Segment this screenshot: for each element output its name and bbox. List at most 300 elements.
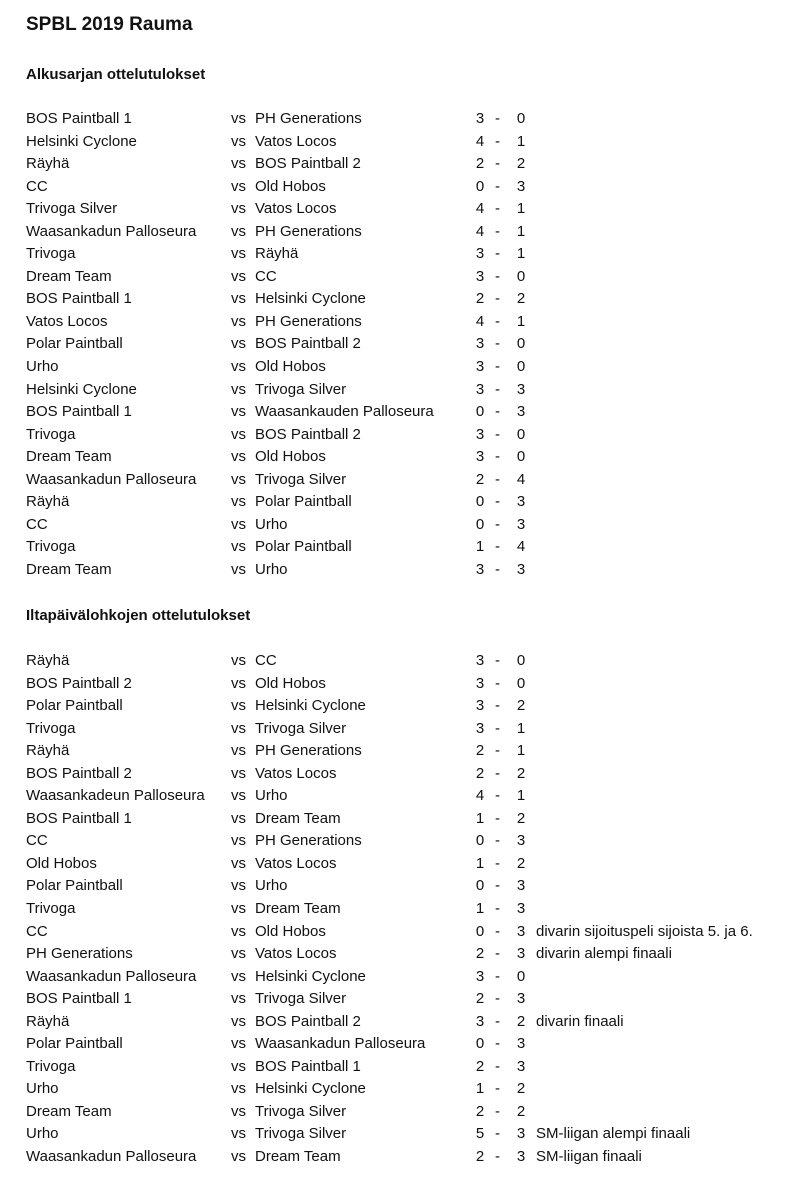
match-row	[26, 243, 807, 266]
score-home: 2	[475, 1102, 485, 1120]
team-away: Dream Team	[255, 900, 341, 918]
vs-label: vs	[231, 945, 246, 963]
vs-label: vs	[231, 922, 246, 940]
team-away: Old Hobos	[255, 674, 326, 692]
vs-label: vs	[231, 764, 246, 782]
score-separator: -	[495, 245, 500, 263]
match-note: divarin alempi finaali	[536, 945, 672, 963]
match-row	[26, 988, 807, 1011]
team-home: CC	[26, 922, 48, 940]
score-separator: -	[495, 470, 500, 488]
score-away: 1	[516, 312, 526, 330]
team-away: Vatos Locos	[255, 132, 337, 150]
match-row	[26, 176, 807, 199]
team-away: Helsinki Cyclone	[255, 697, 366, 715]
match-row	[26, 1078, 807, 1101]
score-home: 2	[475, 764, 485, 782]
score-separator: -	[495, 110, 500, 127]
score-away: 3	[516, 177, 526, 195]
team-home: BOS Paintball 1	[26, 110, 132, 127]
team-away: Vatos Locos	[255, 854, 337, 872]
vs-label: vs	[231, 312, 246, 330]
team-away: CC	[255, 267, 277, 285]
team-home: Trivoga Silver	[26, 200, 118, 218]
team-away: Urho	[255, 515, 288, 533]
vs-label: vs	[231, 1080, 246, 1098]
score-separator: -	[495, 177, 500, 195]
vs-label: vs	[231, 538, 246, 556]
score-home: 0	[475, 493, 485, 511]
score-separator: -	[495, 515, 500, 533]
vs-label: vs	[231, 380, 246, 398]
team-home: Waasankadun Palloseura	[26, 967, 197, 985]
match-row	[26, 536, 807, 559]
vs-label: vs	[231, 448, 246, 466]
vs-label: vs	[231, 674, 246, 692]
team-away: CC	[255, 652, 277, 669]
score-home: 5	[475, 1125, 485, 1143]
score-separator: -	[495, 155, 500, 173]
score-away: 2	[516, 155, 526, 173]
match-row	[26, 898, 807, 921]
score-away: 3	[516, 515, 526, 533]
score-away: 1	[516, 222, 526, 240]
vs-label: vs	[231, 832, 246, 850]
score-home: 2	[475, 742, 485, 760]
vs-label: vs	[231, 425, 246, 443]
team-home: Waasankadun Palloseura	[26, 222, 197, 240]
score-home: 0	[475, 515, 485, 533]
team-away: Trivoga Silver	[255, 990, 347, 1008]
vs-label: vs	[231, 1012, 246, 1030]
team-away: Old Hobos	[255, 177, 326, 195]
score-home: 2	[475, 1148, 485, 1166]
score-home: 3	[475, 652, 485, 669]
team-away: Waasankauden Palloseura	[255, 403, 434, 421]
match-row	[26, 650, 807, 673]
team-away: Old Hobos	[255, 358, 326, 376]
match-row	[26, 943, 807, 966]
team-home: Räyhä	[26, 1012, 70, 1030]
match-row	[26, 695, 807, 718]
team-away: Helsinki Cyclone	[255, 290, 366, 308]
score-home: 1	[475, 809, 485, 827]
team-away: Vatos Locos	[255, 764, 337, 782]
score-away: 1	[516, 245, 526, 263]
team-away: PH Generations	[255, 110, 362, 127]
score-away: 3	[516, 560, 526, 578]
match-row	[26, 198, 807, 221]
score-away: 2	[516, 809, 526, 827]
team-home: BOS Paintball 2	[26, 764, 132, 782]
score-home: 3	[475, 110, 485, 127]
score-home: 3	[475, 380, 485, 398]
match-row	[26, 311, 807, 334]
score-separator: -	[495, 832, 500, 850]
vs-label: vs	[231, 990, 246, 1008]
vs-label: vs	[231, 742, 246, 760]
score-away: 1	[516, 742, 526, 760]
team-away: Vatos Locos	[255, 945, 337, 963]
match-row	[26, 875, 807, 898]
team-away: Old Hobos	[255, 448, 326, 466]
score-separator: -	[495, 945, 500, 963]
score-away: 3	[516, 990, 526, 1008]
score-home: 0	[475, 403, 485, 421]
team-home: Polar Paintball	[26, 697, 123, 715]
match-row	[26, 763, 807, 786]
results-list-preliminary	[26, 108, 807, 581]
team-home: Waasankadun Palloseura	[26, 470, 197, 488]
match-note: divarin finaali	[536, 1012, 624, 1030]
team-away: Polar Paintball	[255, 493, 352, 511]
score-away: 0	[516, 358, 526, 376]
score-separator: -	[495, 922, 500, 940]
vs-label: vs	[231, 267, 246, 285]
score-away: 1	[516, 200, 526, 218]
team-home: Waasankadun Palloseura	[26, 1148, 197, 1166]
score-home: 3	[475, 335, 485, 353]
score-home: 1	[475, 538, 485, 556]
team-home: Räyhä	[26, 155, 70, 173]
team-away: Trivoga Silver	[255, 1125, 347, 1143]
vs-label: vs	[231, 787, 246, 805]
score-home: 3	[475, 448, 485, 466]
vs-label: vs	[231, 900, 246, 918]
team-home: Old Hobos	[26, 854, 97, 872]
score-separator: -	[495, 1057, 500, 1075]
team-home: Trivoga	[26, 245, 76, 263]
score-home: 2	[475, 945, 485, 963]
match-row	[26, 1056, 807, 1079]
vs-label: vs	[231, 335, 246, 353]
vs-label: vs	[231, 877, 246, 895]
match-note: divarin sijoituspeli sijoista 5. ja 6.	[536, 922, 753, 940]
score-away: 2	[516, 697, 526, 715]
score-separator: -	[495, 900, 500, 918]
match-row	[26, 718, 807, 741]
team-home: Dream Team	[26, 448, 112, 466]
match-row	[26, 356, 807, 379]
score-away: 3	[516, 945, 526, 963]
score-away: 3	[516, 380, 526, 398]
match-row	[26, 379, 807, 402]
score-away: 3	[516, 1057, 526, 1075]
score-away: 4	[516, 538, 526, 556]
team-home: CC	[26, 515, 48, 533]
team-away: Helsinki Cyclone	[255, 967, 366, 985]
team-home: CC	[26, 832, 48, 850]
score-separator: -	[495, 132, 500, 150]
team-home: Polar Paintball	[26, 877, 123, 895]
score-home: 3	[475, 967, 485, 985]
vs-label: vs	[231, 1102, 246, 1120]
score-separator: -	[495, 719, 500, 737]
team-away: PH Generations	[255, 222, 362, 240]
vs-label: vs	[231, 110, 246, 127]
score-away: 0	[516, 652, 526, 669]
vs-label: vs	[231, 200, 246, 218]
team-home: Waasankadeun Palloseura	[26, 787, 205, 805]
match-row	[26, 221, 807, 244]
score-away: 2	[516, 1080, 526, 1098]
match-row	[26, 1123, 807, 1146]
score-home: 3	[475, 267, 485, 285]
score-home: 3	[475, 1012, 485, 1030]
vs-label: vs	[231, 1148, 246, 1166]
score-home: 2	[475, 990, 485, 1008]
match-row	[26, 921, 807, 944]
team-home: Helsinki Cyclone	[26, 132, 137, 150]
team-away: Dream Team	[255, 1148, 341, 1166]
vs-label: vs	[231, 290, 246, 308]
team-away: Dream Team	[255, 809, 341, 827]
match-row	[26, 808, 807, 831]
team-home: Dream Team	[26, 1102, 112, 1120]
team-home: Vatos Locos	[26, 312, 108, 330]
team-home: Polar Paintball	[26, 1035, 123, 1053]
vs-label: vs	[231, 854, 246, 872]
team-home: Urho	[26, 358, 59, 376]
team-home: Trivoga	[26, 538, 76, 556]
score-separator: -	[495, 764, 500, 782]
score-away: 3	[516, 832, 526, 850]
score-separator: -	[495, 674, 500, 692]
vs-label: vs	[231, 155, 246, 173]
vs-label: vs	[231, 493, 246, 511]
results-list-afternoon	[26, 650, 807, 1169]
score-home: 3	[475, 425, 485, 443]
match-row	[26, 491, 807, 514]
score-home: 1	[475, 854, 485, 872]
team-away: Polar Paintball	[255, 538, 352, 556]
team-away: BOS Paintball 2	[255, 155, 361, 173]
team-home: Räyhä	[26, 742, 70, 760]
match-row	[26, 1146, 807, 1169]
team-away: PH Generations	[255, 312, 362, 330]
team-home: BOS Paintball 1	[26, 809, 132, 827]
score-away: 3	[516, 403, 526, 421]
score-away: 3	[516, 922, 526, 940]
vs-label: vs	[231, 1035, 246, 1053]
vs-label: vs	[231, 515, 246, 533]
team-away: Trivoga Silver	[255, 719, 347, 737]
match-row	[26, 673, 807, 696]
score-away: 3	[516, 493, 526, 511]
match-note: SM-liigan alempi finaali	[536, 1125, 691, 1143]
team-home: PH Generations	[26, 945, 133, 963]
score-separator: -	[495, 1102, 500, 1120]
team-away: Trivoga Silver	[255, 380, 347, 398]
match-row	[26, 108, 807, 131]
score-separator: -	[495, 403, 500, 421]
vs-label: vs	[231, 358, 246, 376]
score-away: 3	[516, 877, 526, 895]
team-away: Trivoga Silver	[255, 470, 347, 488]
vs-label: vs	[231, 1057, 246, 1075]
team-away: PH Generations	[255, 832, 362, 850]
team-home: Urho	[26, 1080, 59, 1098]
score-separator: -	[495, 335, 500, 353]
team-away: Helsinki Cyclone	[255, 1080, 366, 1098]
score-home: 0	[475, 177, 485, 195]
score-separator: -	[495, 1012, 500, 1030]
vs-label: vs	[231, 967, 246, 985]
score-home: 3	[475, 719, 485, 737]
score-home: 1	[475, 900, 485, 918]
score-home: 4	[475, 132, 485, 150]
score-separator: -	[495, 854, 500, 872]
match-row	[26, 1011, 807, 1034]
match-row	[26, 424, 807, 447]
team-away: Urho	[255, 560, 288, 578]
score-home: 2	[475, 1057, 485, 1075]
team-away: BOS Paintball 1	[255, 1057, 361, 1075]
score-away: 2	[516, 1102, 526, 1120]
team-home: BOS Paintball 2	[26, 674, 132, 692]
match-row	[26, 1101, 807, 1124]
score-separator: -	[495, 312, 500, 330]
vs-label: vs	[231, 177, 246, 195]
score-separator: -	[495, 560, 500, 578]
score-home: 3	[475, 697, 485, 715]
section-heading-preliminary: Alkusarjan ottelutulokset	[26, 66, 206, 83]
score-home: 4	[475, 200, 485, 218]
team-away: Trivoga Silver	[255, 1102, 347, 1120]
match-row	[26, 153, 807, 176]
team-home: Trivoga	[26, 1057, 76, 1075]
score-separator: -	[495, 493, 500, 511]
team-home: Dream Team	[26, 560, 112, 578]
match-row	[26, 401, 807, 424]
score-separator: -	[495, 1148, 500, 1166]
team-away: Urho	[255, 877, 288, 895]
score-home: 3	[475, 674, 485, 692]
team-away: PH Generations	[255, 742, 362, 760]
score-separator: -	[495, 697, 500, 715]
score-away: 0	[516, 425, 526, 443]
team-home: BOS Paintball 1	[26, 403, 132, 421]
score-separator: -	[495, 1035, 500, 1053]
match-row	[26, 266, 807, 289]
match-note: SM-liigan finaali	[536, 1148, 642, 1166]
score-away: 0	[516, 967, 526, 985]
score-away: 2	[516, 764, 526, 782]
team-home: Trivoga	[26, 425, 76, 443]
vs-label: vs	[231, 403, 246, 421]
score-separator: -	[495, 538, 500, 556]
team-home: Räyhä	[26, 652, 70, 669]
team-away: BOS Paintball 2	[255, 1012, 361, 1030]
team-home: Räyhä	[26, 493, 70, 511]
vs-label: vs	[231, 652, 246, 669]
score-away: 1	[516, 719, 526, 737]
score-away: 2	[516, 1012, 526, 1030]
score-home: 4	[475, 787, 485, 805]
vs-label: vs	[231, 697, 246, 715]
score-separator: -	[495, 290, 500, 308]
score-away: 0	[516, 110, 526, 127]
team-home: Polar Paintball	[26, 335, 123, 353]
team-away: Waasankadun Palloseura	[255, 1035, 426, 1053]
match-row	[26, 333, 807, 356]
score-separator: -	[495, 448, 500, 466]
team-home: Trivoga	[26, 719, 76, 737]
score-separator: -	[495, 222, 500, 240]
score-away: 0	[516, 448, 526, 466]
page-title: SPBL 2019 Rauma	[26, 14, 193, 35]
team-home: Helsinki Cyclone	[26, 380, 137, 398]
match-row	[26, 288, 807, 311]
score-away: 4	[516, 470, 526, 488]
section-heading-afternoon: Iltapäivälohkojen ottelutulokset	[26, 607, 251, 624]
score-away: 1	[516, 132, 526, 150]
score-away: 1	[516, 787, 526, 805]
score-home: 1	[475, 1080, 485, 1098]
score-separator: -	[495, 1080, 500, 1098]
score-separator: -	[495, 380, 500, 398]
team-away: Vatos Locos	[255, 200, 337, 218]
match-row	[26, 740, 807, 763]
score-home: 0	[475, 1035, 485, 1053]
score-home: 3	[475, 358, 485, 376]
score-separator: -	[495, 200, 500, 218]
team-home: Urho	[26, 1125, 59, 1143]
team-away: Old Hobos	[255, 922, 326, 940]
vs-label: vs	[231, 809, 246, 827]
score-away: 0	[516, 335, 526, 353]
score-separator: -	[495, 990, 500, 1008]
match-row	[26, 966, 807, 989]
score-separator: -	[495, 267, 500, 285]
vs-label: vs	[231, 1125, 246, 1143]
score-home: 0	[475, 832, 485, 850]
match-row	[26, 514, 807, 537]
score-away: 2	[516, 854, 526, 872]
score-home: 2	[475, 290, 485, 308]
team-away: BOS Paintball 2	[255, 335, 361, 353]
score-separator: -	[495, 425, 500, 443]
team-away: Räyhä	[255, 245, 299, 263]
score-home: 0	[475, 922, 485, 940]
vs-label: vs	[231, 222, 246, 240]
score-separator: -	[495, 358, 500, 376]
vs-label: vs	[231, 470, 246, 488]
score-away: 2	[516, 290, 526, 308]
score-away: 3	[516, 900, 526, 918]
vs-label: vs	[231, 719, 246, 737]
team-home: Dream Team	[26, 267, 112, 285]
score-separator: -	[495, 1125, 500, 1143]
score-home: 2	[475, 470, 485, 488]
match-row	[26, 853, 807, 876]
score-home: 3	[475, 245, 485, 263]
score-away: 0	[516, 674, 526, 692]
score-away: 0	[516, 267, 526, 285]
score-separator: -	[495, 787, 500, 805]
match-row	[26, 1033, 807, 1056]
score-home: 3	[475, 560, 485, 578]
score-separator: -	[495, 742, 500, 760]
score-away: 3	[516, 1125, 526, 1143]
team-home: Trivoga	[26, 900, 76, 918]
match-row	[26, 830, 807, 853]
match-row	[26, 446, 807, 469]
score-separator: -	[495, 809, 500, 827]
match-row	[26, 469, 807, 492]
score-away: 3	[516, 1148, 526, 1166]
team-home: BOS Paintball 1	[26, 290, 132, 308]
